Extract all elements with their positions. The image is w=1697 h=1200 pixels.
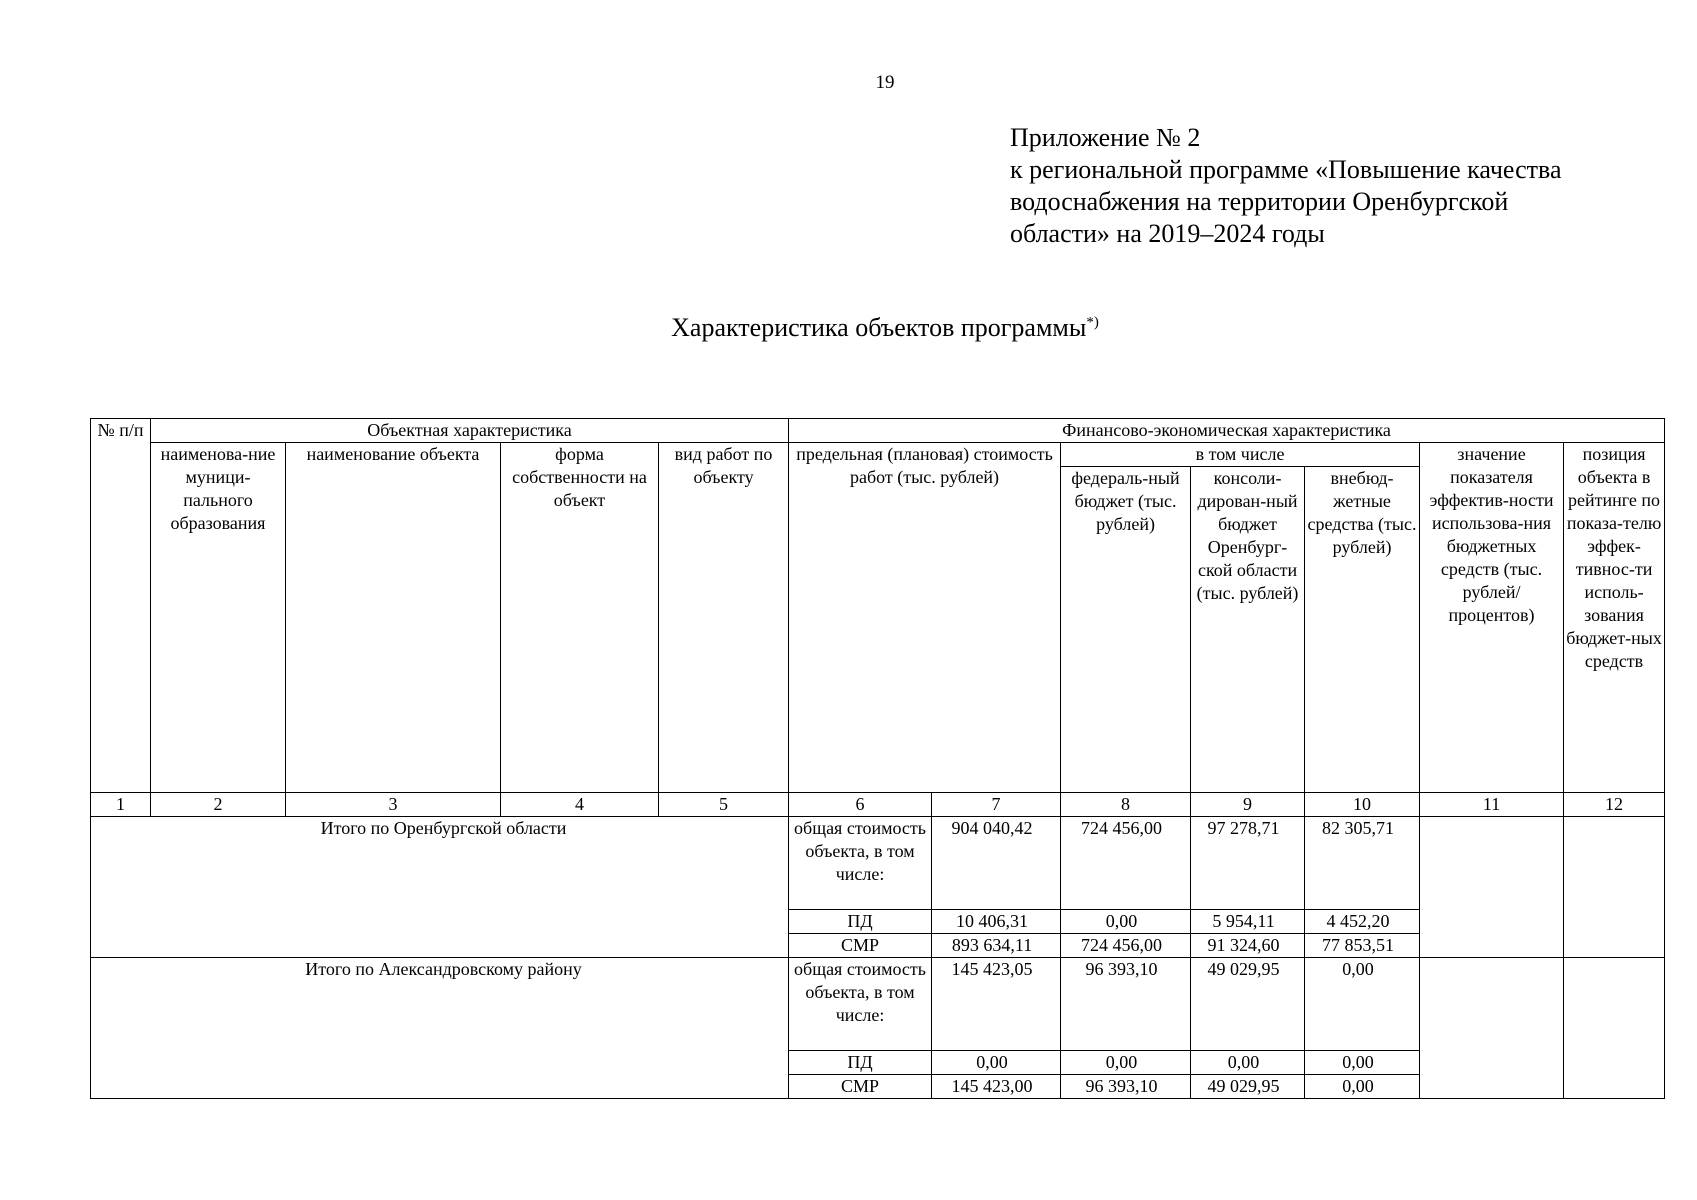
work-type-cell: СМР <box>789 934 932 958</box>
extrabudget-cell: 0,00 <box>1305 958 1420 1051</box>
header-federal: федераль-ный бюджет (тыс. рублей) <box>1061 467 1191 793</box>
cost-cell: 145 423,00 <box>932 1075 1061 1099</box>
cost-cell: 145 423,05 <box>932 958 1061 1051</box>
header-ownership: форма собственности на объект <box>501 443 659 793</box>
consolidated-cell: 49 029,95 <box>1191 1075 1305 1099</box>
federal-cell: 0,00 <box>1061 1051 1191 1075</box>
group-label: Итого по Оренбургской области <box>91 817 789 958</box>
header-rating: позиция объекта в рейтинге по показа-телю эффек-тивнос-ти исполь-зования бюджет-ных средств <box>1564 443 1665 793</box>
column-number: 1 <box>91 793 151 817</box>
work-type-cell: СМР <box>789 1075 932 1099</box>
consolidated-cell: 5 954,11 <box>1191 910 1305 934</box>
column-number: 8 <box>1061 793 1191 817</box>
column-number: 10 <box>1305 793 1420 817</box>
work-type-cell: общая стоимость объекта, в том числе: <box>789 817 932 910</box>
group-label: Итого по Александровскому району <box>91 958 789 1099</box>
header-work-type: вид работ по объекту <box>659 443 789 793</box>
column-number-row <box>91 793 1665 817</box>
header-object-name: наименование объекта <box>286 443 501 793</box>
federal-cell: 96 393,10 <box>1061 958 1191 1051</box>
cost-cell: 0,00 <box>932 1051 1061 1075</box>
federal-cell: 724 456,00 <box>1061 934 1191 958</box>
column-number: 7 <box>932 793 1061 817</box>
header-row-groups <box>91 419 1665 443</box>
table-row <box>91 958 1665 1051</box>
cost-cell: 893 634,11 <box>932 934 1061 958</box>
column-number: 2 <box>151 793 286 817</box>
appendix-block <box>1010 122 1561 250</box>
rating-cell <box>1564 817 1665 958</box>
cost-cell: 904 040,42 <box>932 817 1061 910</box>
column-number: 11 <box>1420 793 1564 817</box>
federal-cell: 96 393,10 <box>1061 1075 1191 1099</box>
extrabudget-cell: 0,00 <box>1305 1051 1420 1075</box>
footnote-marker: *) <box>1086 314 1099 331</box>
consolidated-cell: 97 278,71 <box>1191 817 1305 910</box>
table-row <box>91 817 1665 910</box>
appendix-line: Приложение № 2 <box>1010 123 1201 152</box>
header-num: № п/п <box>91 419 151 793</box>
appendix-line: к региональной программе «Повышение качества <box>1010 155 1562 184</box>
work-type-cell: ПД <box>789 910 932 934</box>
cost-cell: 10 406,31 <box>932 910 1061 934</box>
appendix-line: водоснабжения на территории Оренбургской <box>1010 187 1509 216</box>
header-row-sub <box>91 443 1665 467</box>
header-cost: предельная (плановая) стоимость работ (тыс. рублей) <box>789 443 1061 793</box>
document-title <box>0 313 1697 343</box>
program-objects-table <box>90 418 1665 1099</box>
header-including: в том числе <box>1061 443 1420 467</box>
efficiency-cell <box>1420 817 1564 958</box>
page-number: 19 <box>875 72 895 93</box>
efficiency-cell <box>1420 958 1564 1099</box>
header-efficiency: значение показателя эффектив-ности использова-ния бюджетных средств (тыс. рублей/ процентов) <box>1420 443 1564 793</box>
extrabudget-cell: 77 853,51 <box>1305 934 1420 958</box>
work-type-cell: общая стоимость объекта, в том числе: <box>789 958 932 1051</box>
federal-cell: 0,00 <box>1061 910 1191 934</box>
extrabudget-cell: 4 452,20 <box>1305 910 1420 934</box>
column-number: 6 <box>789 793 932 817</box>
column-number: 9 <box>1191 793 1305 817</box>
extrabudget-cell: 0,00 <box>1305 1075 1420 1099</box>
column-number: 3 <box>286 793 501 817</box>
header-municipality: наименова-ние муници-пального образования <box>151 443 286 793</box>
header-consolidated: консоли-дирован-ный бюджет Оренбург-ской области (тыс. рублей) <box>1191 467 1305 793</box>
extrabudget-cell: 82 305,71 <box>1305 817 1420 910</box>
consolidated-cell: 0,00 <box>1191 1051 1305 1075</box>
column-number: 12 <box>1564 793 1665 817</box>
consolidated-cell: 49 029,95 <box>1191 958 1305 1051</box>
header-object-group: Объектная характеристика <box>151 419 789 443</box>
rating-cell <box>1564 958 1665 1099</box>
header-extrabudget: внебюд-жетные средства (тыс. рублей) <box>1305 467 1420 793</box>
column-number: 4 <box>501 793 659 817</box>
consolidated-cell: 91 324,60 <box>1191 934 1305 958</box>
appendix-line: области» на 2019–2024 годы <box>1010 219 1325 248</box>
header-finance-group: Финансово-экономическая характеристика <box>789 419 1665 443</box>
federal-cell: 724 456,00 <box>1061 817 1191 910</box>
column-number: 5 <box>659 793 789 817</box>
work-type-cell: ПД <box>789 1051 932 1075</box>
document-title-text: Характеристика объектов программы <box>671 313 1087 342</box>
